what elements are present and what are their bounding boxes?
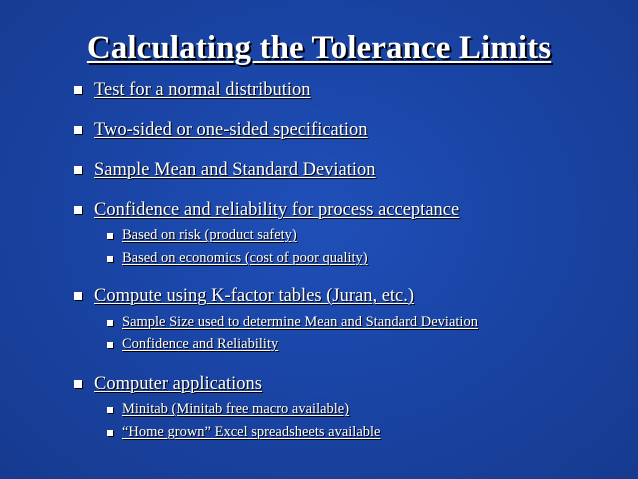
square-bullet-icon: [74, 380, 82, 388]
bullet-confidence: Confidence and reliability for process acceptance: [94, 200, 460, 220]
square-bullet-icon: [74, 126, 82, 134]
slide-title: Calculating the Tolerance Limits: [86, 30, 552, 66]
square-bullet-icon: [74, 206, 82, 214]
square-bullet-icon: [107, 342, 113, 348]
bullet-mean-std: Sample Mean and Standard Deviation: [94, 160, 376, 180]
square-bullet-icon: [107, 430, 113, 436]
bullet-computer-applications: Computer applications: [94, 374, 263, 394]
square-bullet-icon: [74, 166, 82, 174]
sub-bullet-confidence-reliability: Confidence and Reliability: [122, 336, 279, 352]
square-bullet-icon: [74, 86, 82, 94]
sub-bullet-economics: Based on economics (cost of poor quality): [122, 250, 368, 266]
square-bullet-icon: [74, 292, 82, 300]
bullet-k-factor: Compute using K-factor tables (Juran, etc.): [94, 286, 415, 306]
bullet-normal-distribution: Test for a normal distribution: [94, 80, 311, 100]
sub-bullet-minitab: Minitab (Minitab free macro available): [122, 401, 350, 417]
square-bullet-icon: [107, 320, 113, 326]
bullet-specification: Two-sided or one-sided specification: [94, 120, 368, 140]
sub-bullet-sample-size: Sample Size used to determine Mean and Standard Deviation: [122, 314, 478, 330]
sub-bullet-risk: Based on risk (product safety): [122, 227, 297, 243]
square-bullet-icon: [107, 233, 113, 239]
square-bullet-icon: [107, 407, 113, 413]
sub-bullet-excel: “Home grown” Excel spreadsheets available: [122, 424, 381, 440]
square-bullet-icon: [107, 256, 113, 262]
